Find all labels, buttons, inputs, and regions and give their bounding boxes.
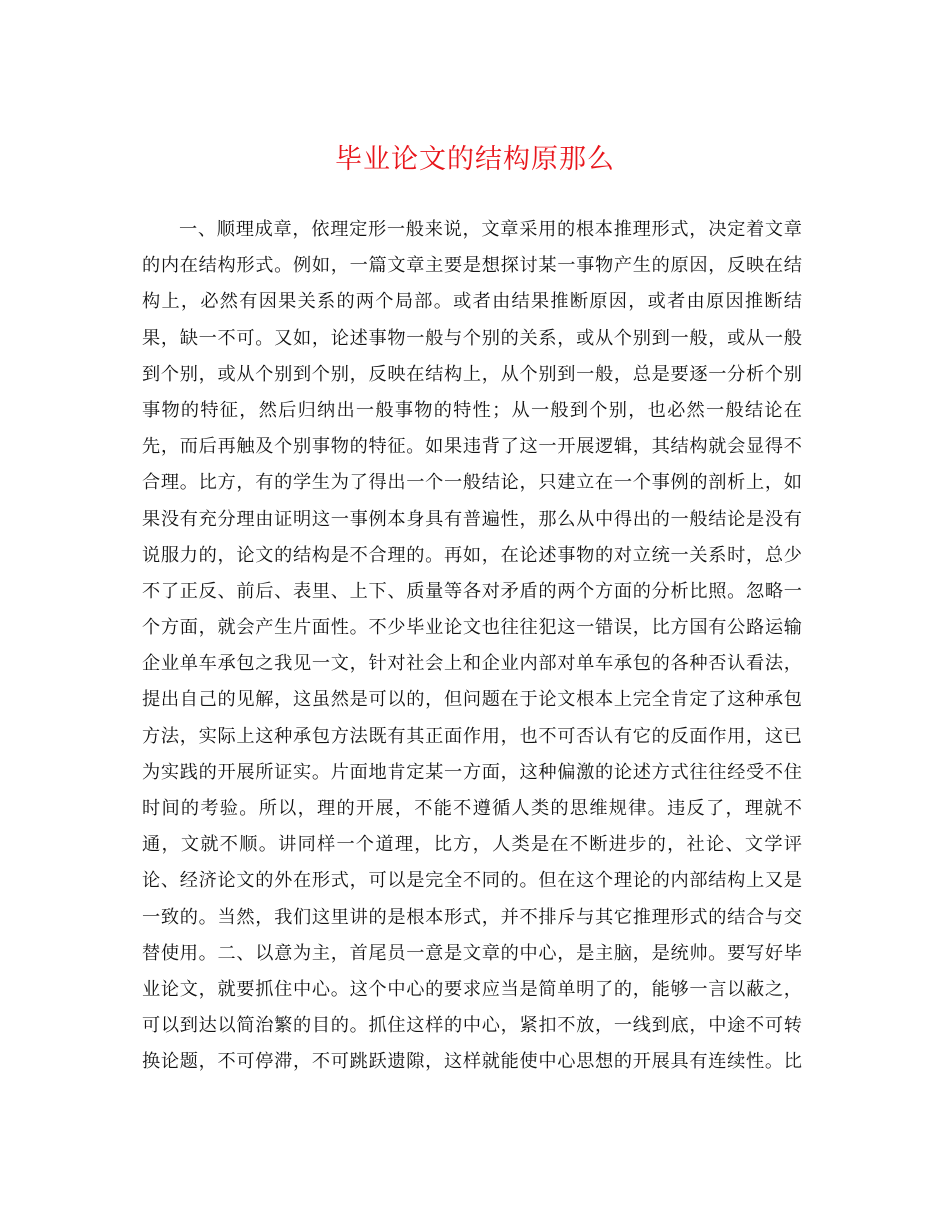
body-line: 个方面，就会产生片面性。不少毕业论文也往往犯这一错误，比方国有公路运输 [142, 617, 802, 639]
body-line: 换论题，不可停滞，不可跳跃遗隙，这样就能使中心思想的开展具有连续性。比 [142, 1051, 802, 1073]
body-line: 合理。比方，有的学生为了得出一个一般结论，只建立在一个事例的剖析上，如 [142, 472, 802, 494]
body-line: 果没有充分理由证明这一事例本身具有普遍性，那么从中得出的一般结论是没有 [142, 508, 802, 530]
body-line: 方法，实际上这种承包方法既有其正面作用，也不可否认有它的反面作用，这已 [142, 725, 802, 747]
body-line: 先，而后再触及个别事物的特征。如果违背了这一开展逻辑，其结构就会显得不 [142, 436, 802, 458]
document-title: 毕业论文的结构原那么 [335, 144, 615, 175]
body-line: 时间的考验。所以，理的开展，不能不遵循人类的思维规律。违反了，理就不 [142, 798, 802, 819]
body-line: 构上，必然有因果关系的两个局部。或者由结果推断原因，或者由原因推断结 [142, 291, 802, 313]
body-line: 一、顺理成章，依理定形一般来说，文章采用的根本推理形式，决定着文章 [179, 219, 802, 240]
body-line: 到个别，或从个别到个别，反映在结构上，从个别到一般，总是要逐一分析个别 [142, 363, 802, 385]
body-line: 事物的特征，然后归纳出一般事物的特性；从一般到个别，也必然一般结论在 [142, 399, 802, 421]
body-line: 为实践的开展所证实。片面地肯定某一方面，这种偏激的论述方式往往经受不住 [142, 761, 802, 783]
body-line: 企业单车承包之我见一文，针对社会上和企业内部对单车承包的各种否认看法， [142, 653, 802, 675]
body-line: 替使用。二、以意为主，首尾员一意是文章的中心，是主脑，是统帅。要写好毕 [142, 942, 802, 964]
body-line: 的内在结构形式。例如，一篇文章主要是想探讨某一事物产生的原因，反映在结 [142, 255, 802, 277]
body-line: 果，缺一不可。又如，论述事物一般与个别的关系，或从个别到一般，或从一般 [142, 327, 802, 349]
body-line: 一致的。当然，我们这里讲的是根本形式，并不排斥与其它推理形式的结合与交 [142, 906, 802, 928]
body-line: 业论文，就要抓住中心。这个中心的要求应当是简单明了的，能够一言以蔽之， [142, 978, 802, 1000]
body-line: 可以到达以简治繁的目的。抓住这样的中心，紧扣不放，一线到底，中途不可转 [142, 1015, 802, 1037]
body-line: 通，文就不顺。讲同样一个道理，比方，人类是在不断进步的，社论、文学评 [142, 834, 802, 856]
body-line: 不了正反、前后、表里、上下、质量等各对矛盾的两个方面的分析比照。忽略一 [142, 580, 802, 602]
body-line: 论、经济论文的外在形式，可以是完全不同的。但在这个理论的内部结构上又是 [142, 870, 802, 892]
document-body [142, 212, 802, 1081]
body-line: 提出自己的见解，这虽然是可以的，但问题在于论文根本上完全肯定了这种承包 [142, 689, 802, 711]
body-line: 说服力的，论文的结构是不合理的。再如，在论述事物的对立统一关系时，总少 [142, 544, 802, 566]
